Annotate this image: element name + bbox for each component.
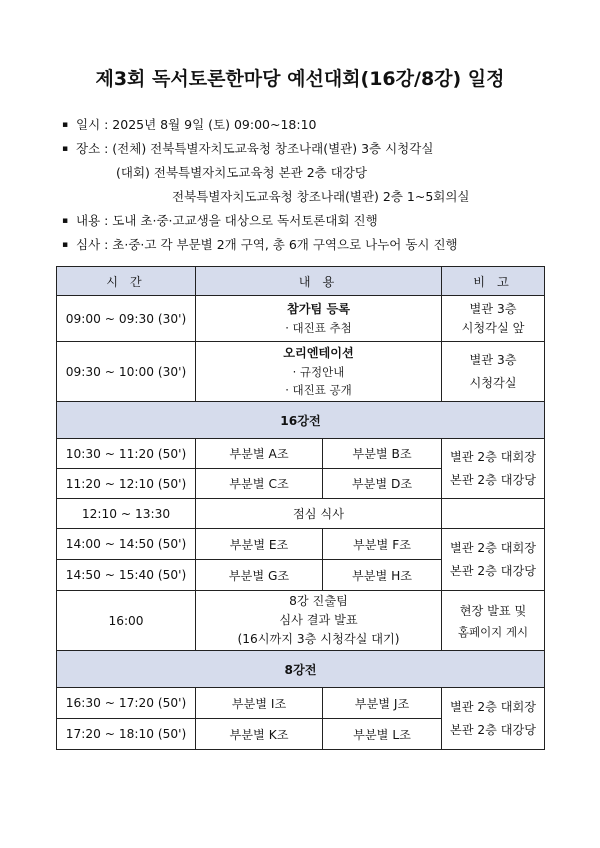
page-title: 제3회 독서토론한마당 예선대회(16강/8강) 일정 <box>95 68 505 90</box>
content-cell: 참가팀 등록 · 대진표 추첨 <box>196 296 442 342</box>
time-cell: 14:00 ~ 14:50 (50') <box>57 529 196 560</box>
note-cell: 현장 발표 및 홈페이지 게시 <box>442 591 545 651</box>
group-cell: 부분별 D조 <box>323 469 442 499</box>
group-cell: 부분별 B조 <box>323 439 442 469</box>
group-cell: 부분별 L조 <box>323 719 442 750</box>
time-cell: 14:50 ~ 15:40 (50') <box>57 560 196 591</box>
group-cell: 부분별 C조 <box>196 469 323 499</box>
table-row <box>57 296 545 342</box>
note-cell: 별관 2층 대회장 본관 2층 대강당 <box>442 439 545 499</box>
schedule-table <box>56 266 545 750</box>
table-row <box>57 688 545 719</box>
section-row-16 <box>57 402 545 439</box>
header-content: 내 용 <box>196 267 442 296</box>
section-title: 8강전 <box>57 651 545 688</box>
note-cell: 별관 2층 대회장 본관 2층 대강당 <box>442 688 545 750</box>
table-row <box>57 591 545 651</box>
group-cell: 부분별 J조 <box>323 688 442 719</box>
content-cell: 8강 진출팀 심사 결과 발표 (16시까지 3층 시청각실 대기) <box>196 591 442 651</box>
bullet-icon: ▪ <box>62 216 69 226</box>
note-cell: 별관 3층 시청각실 <box>442 342 545 402</box>
table-header-row <box>57 267 545 296</box>
group-cell: 부분별 F조 <box>323 529 442 560</box>
time-cell: 09:30 ~ 10:00 (30') <box>57 342 196 402</box>
time-cell: 16:30 ~ 17:20 (50') <box>57 688 196 719</box>
group-cell: 부분별 G조 <box>196 560 323 591</box>
table-row <box>57 342 545 402</box>
time-cell: 09:00 ~ 09:30 (30') <box>57 296 196 342</box>
bullet-icon: ▪ <box>62 240 69 250</box>
note-cell: 별관 2층 대회장 본관 2층 대강당 <box>442 529 545 591</box>
note-cell: 별관 3층 시청각실 앞 <box>442 296 545 342</box>
group-cell: 부분별 A조 <box>196 439 323 469</box>
header-note: 비 고 <box>442 267 545 296</box>
group-cell: 부분별 E조 <box>196 529 323 560</box>
time-cell: 11:20 ~ 12:10 (50') <box>57 469 196 499</box>
time-cell: 10:30 ~ 11:20 (50') <box>57 439 196 469</box>
table-row <box>57 499 545 529</box>
table-row <box>57 529 545 560</box>
table-row <box>57 439 545 469</box>
section-row-8 <box>57 651 545 688</box>
header-time: 시 간 <box>57 267 196 296</box>
time-cell: 12:10 ~ 13:30 <box>57 499 196 529</box>
content-cell: 점심 식사 <box>196 499 442 529</box>
time-cell: 17:20 ~ 18:10 (50') <box>57 719 196 750</box>
section-title: 16강전 <box>57 402 545 439</box>
bullet-icon: ▪ <box>62 144 69 154</box>
bullet-icon: ▪ <box>62 120 69 130</box>
note-cell <box>442 499 545 529</box>
time-cell: 16:00 <box>57 591 196 651</box>
group-cell: 부분별 H조 <box>323 560 442 591</box>
group-cell: 부분별 I조 <box>196 688 323 719</box>
content-cell: 오리엔테이션 · 규정안내 · 대진표 공개 <box>196 342 442 402</box>
group-cell: 부분별 K조 <box>196 719 323 750</box>
